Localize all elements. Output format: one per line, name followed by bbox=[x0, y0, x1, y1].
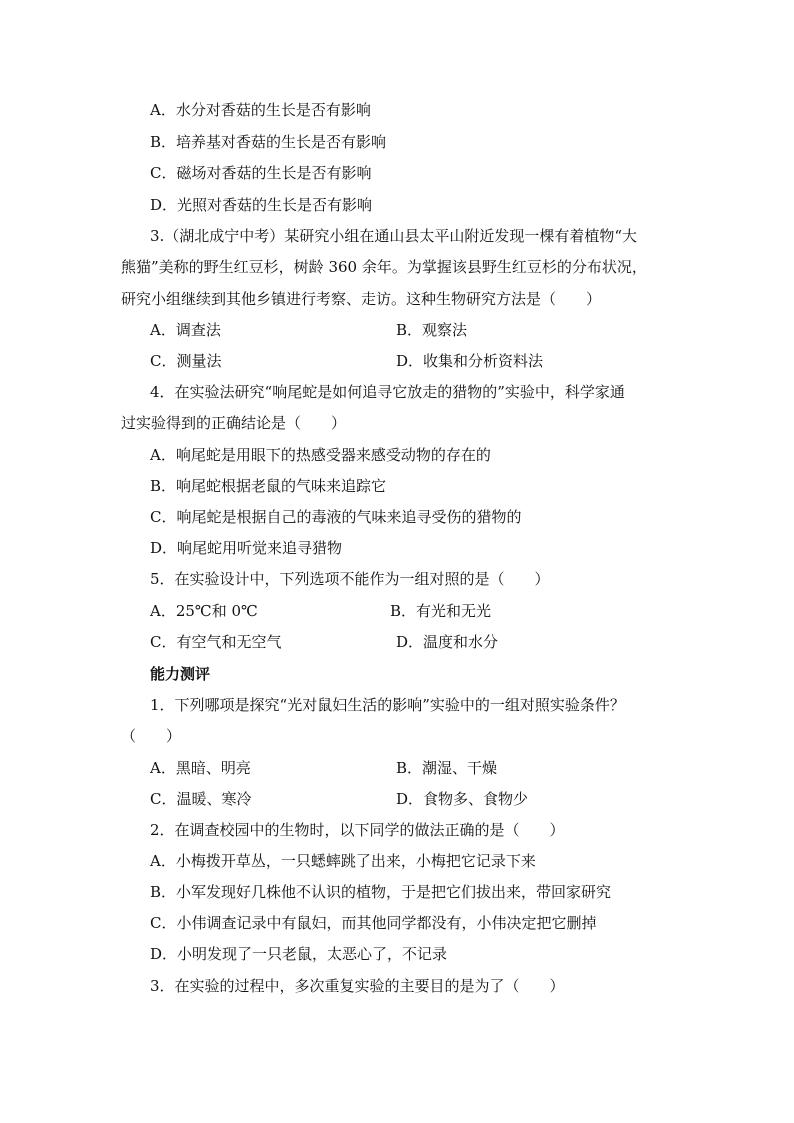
s2-q1-text-line1: 1．下列哪项是探究“光对鼠妇生活的影响”实验中的一组对照实验条件？ bbox=[150, 696, 625, 714]
q4-option-b: B．响尾蛇根据老鼠的气味来追踪它 bbox=[150, 477, 387, 495]
q2-option-a: A．水分对香菇的生长是否有影响 bbox=[150, 101, 371, 119]
q5-option-a: A．25℃和 0℃ bbox=[150, 602, 258, 620]
q3-option-a: A．调查法 bbox=[150, 321, 221, 339]
q5-option-d: D．温度和水分 bbox=[396, 633, 499, 651]
q3-text-line1: 3.（湖北成宁中考）某研究小组在通山县太平山附近发现一棵有着植物“大 bbox=[150, 227, 637, 245]
s2-q2-option-b: B．小军发现好几株他不认识的植物，于是把它们拔出来，带回家研究 bbox=[150, 883, 612, 901]
s2-q1-option-b: B．潮湿、干燥 bbox=[396, 759, 498, 777]
s2-q1-option-c: C．温暖、寒冷 bbox=[150, 790, 252, 808]
s2-q1-option-d: D．食物多、食物少 bbox=[396, 790, 529, 808]
q5-option-b: B．有光和无光 bbox=[390, 602, 492, 620]
q2-option-d: D．光照对香菇的生长是否有影响 bbox=[150, 196, 373, 214]
q4-option-a: A．响尾蛇是用眼下的热感受器来感受动物的存在的 bbox=[150, 446, 491, 464]
s2-q2-option-a: A．小梅拨开草丛，一只蟋蟀跳了出来，小梅把它记录下来 bbox=[150, 852, 536, 870]
q3-text-line2: 熊猫”美称的野生红豆杉，树龄 360 余年。为掌握该县野生红豆杉的分布状况， bbox=[121, 258, 647, 276]
section-heading: 能力测评 bbox=[150, 665, 211, 683]
q3-option-d: D．收集和分析资料法 bbox=[396, 352, 544, 370]
q3-text-line3: 研究小组继续到其他乡镇进行考察、走访。这种生物研究方法是（ ） bbox=[121, 290, 602, 308]
q4-text-line2: 过实验得到的正确结论是（ ） bbox=[121, 414, 347, 432]
q2-option-b: B．培养基对香菇的生长是否有影响 bbox=[150, 133, 387, 151]
q3-option-c: C．测量法 bbox=[150, 352, 222, 370]
q5-text-line1: 5．在实验设计中，下列选项不能作为一组对照的是（ ） bbox=[150, 570, 550, 588]
s2-q3-text-line1: 3．在实验的过程中，多次重复实验的主要目的是为了（ ） bbox=[150, 977, 565, 995]
s2-q1-text-line2: （ ） bbox=[121, 727, 182, 745]
q4-text-line1: 4．在实验法研究“响尾蛇是如何追寻它放走的猎物的”实验中，科学家通 bbox=[150, 383, 625, 401]
q5-option-c: C．有空气和无空气 bbox=[150, 633, 282, 651]
s2-q2-text-line1: 2．在调查校园中的生物时，以下同学的做法正确的是（ ） bbox=[150, 821, 565, 839]
q3-option-b: B．观察法 bbox=[396, 321, 468, 339]
q4-option-d: D．响尾蛇用听觉来追寻猎物 bbox=[150, 539, 343, 557]
q4-option-c: C．响尾蛇是根据自己的毒液的气味来追寻受伤的猎物的 bbox=[150, 508, 522, 526]
q2-option-c: C．磁场对香菇的生长是否有影响 bbox=[150, 164, 372, 182]
s2-q2-option-d: D．小明发现了一只老鼠，太恶心了，不记录 bbox=[150, 945, 448, 963]
s2-q1-option-a: A．黑暗、明亮 bbox=[150, 759, 251, 777]
s2-q2-option-c: C．小伟调查记录中有鼠妇，而其他同学都没有，小伟决定把它删掉 bbox=[150, 914, 597, 932]
